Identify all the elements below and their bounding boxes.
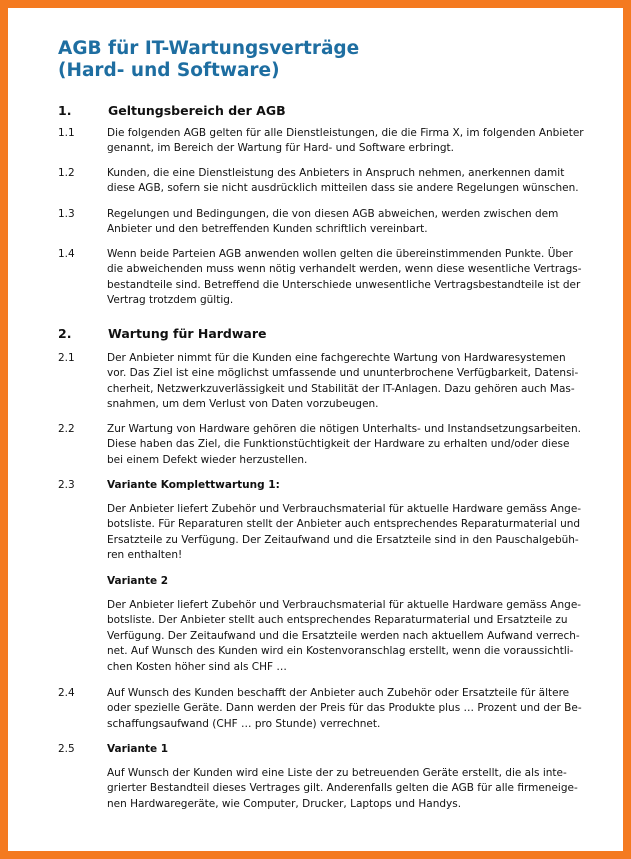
clause-text xyxy=(107,207,598,238)
text-line: Der Anbieter liefert Zubehör und Verbrauchsmaterial für aktuelle Hardware gemäss Ange- xyxy=(107,599,582,611)
text-line: Ersatzteile zu Verfügung. Der Zeitaufwand und die Ersatzteile sind in den Pauschalgebüh- xyxy=(107,533,579,546)
clause-text xyxy=(107,574,598,589)
title-line-1: AGB für IT-Wartungsverträge xyxy=(58,38,360,59)
clause-text xyxy=(107,422,598,468)
text-line: Zur Wartung von Hardware gehören die nötigen Unterhalts- und Instandsetzungsarbeiten. xyxy=(107,423,581,435)
text-line: Auf Wunsch der Kunden wird eine Liste der zu betreuenden Geräte erstellt, die als inte- xyxy=(107,767,567,779)
text-line: Anbieter und den betreffenden Kunden schriftlich vereinbart. xyxy=(107,223,428,236)
clause-number: 2.1 xyxy=(58,352,75,364)
clause-number: 2.2 xyxy=(58,423,75,435)
clause-number: 1.3 xyxy=(58,208,75,220)
text-line: die abweichenden muss wenn nötig verhandelt werden, wenn diese wesentliche Vertrags- xyxy=(107,263,582,276)
text-line: schaffungsaufwand (CHF … pro Stunde) verrechnet. xyxy=(107,717,381,730)
clause-text xyxy=(107,126,598,157)
clause-text xyxy=(107,166,598,197)
variant-heading: Variante Komplettwartung 1: xyxy=(107,479,280,491)
clause-text xyxy=(107,598,598,675)
text-line: Wenn beide Parteien AGB anwenden wollen gelten die übereinstimmenden Punkte. Über xyxy=(107,248,573,260)
text-line: Der Anbieter nimmt für die Kunden eine fachgerechte Wartung von Hardwaresystemen xyxy=(107,352,566,364)
section-number: 1. xyxy=(58,103,72,118)
text-line: Auf Wunsch des Kunden beschafft der Anbieter auch Zubehör oder Ersatzteile für ältere xyxy=(107,687,570,699)
text-line: grierter Bestandteil dieses Vertrages gilt. Anderenfalls gelten die AGB für alle firmeneige- xyxy=(107,782,578,795)
text-line: Der Anbieter liefert Zubehör und Verbrauchsmaterial für aktuelle Hardware gemäss Ange- xyxy=(107,503,582,515)
text-line: bei einem Defekt wieder herzustellen. xyxy=(107,453,308,466)
clause-text xyxy=(107,686,598,732)
document-title xyxy=(58,38,598,82)
text-line: ren enthalten! xyxy=(107,549,183,562)
clause-text xyxy=(107,742,598,757)
title-line-2: (Hard- und Software) xyxy=(58,60,280,81)
section-title: Wartung für Hardware xyxy=(108,326,267,341)
text-line: oder spezielle Geräte. Dann werden der Preis für das Produkte plus … Prozent und der Be- xyxy=(107,702,582,715)
clause-text xyxy=(107,247,598,309)
variant-heading: Variante 1 xyxy=(107,743,169,755)
text-line: Diese haben das Ziel, die Funktionstüchtigkeit der Hardware zu erhalten und/oder diese xyxy=(107,438,570,451)
clause-number: 1.2 xyxy=(58,167,75,179)
document-page xyxy=(8,8,623,851)
text-line: bestandteile sind. Betreffend die Unterschiede unwesentliche Vertragsbestandteile ist der xyxy=(107,278,581,291)
text-line: diese AGB, sofern sie nicht ausdrücklich mitteilen dass sie andere Regelungen wünschen. xyxy=(107,182,579,195)
text-line: cherheit, Netzwerkzuverlässigkeit und Stabilität der IT-Anlagen. Dazu gehören auch Mas- xyxy=(107,382,575,395)
text-line: Kunden, die eine Dienstleistung des Anbieters in Anspruch nehmen, anerkennen damit xyxy=(107,167,565,179)
clause-number: 1.1 xyxy=(58,127,75,139)
clause-text xyxy=(107,502,598,564)
section-title: Geltungsbereich der AGB xyxy=(108,103,286,118)
variant-heading: Variante 2 xyxy=(107,575,169,587)
clause-text xyxy=(107,766,598,812)
clause-text xyxy=(107,478,598,493)
text-line: net. Auf Wunsch des Kunden wird ein Kostenvoranschlag erstellt, wenn die voraussichtli- xyxy=(107,645,574,658)
text-line: vor. Das Ziel ist eine möglichst umfassende und ununterbrochene Verfügbarkeit, Datensi- xyxy=(107,367,579,380)
clause-number: 2.4 xyxy=(58,687,75,699)
clause-number: 2.5 xyxy=(58,743,75,755)
section-number: 2. xyxy=(58,326,72,341)
clause-number: 1.4 xyxy=(58,248,75,260)
text-line: Verfügung. Der Zeitaufwand und die Ersatzteile werden nach aktuellem Aufwand verrech- xyxy=(107,629,580,642)
text-line: Vertrag trotzdem gültig. xyxy=(107,294,234,307)
text-line: chen Kosten höher sind als CHF … xyxy=(107,660,287,673)
text-line: Regelungen und Bedingungen, die von diesen AGB abweichen, werden zwischen dem xyxy=(107,208,559,220)
text-line: botsliste. Der Anbieter stellt auch entsprechendes Reparaturmaterial und Ersatzteile zu xyxy=(107,614,568,627)
text-line: snahmen, um dem Verlust von Daten vorzubeugen. xyxy=(107,398,379,411)
clause-number: 2.3 xyxy=(58,479,75,491)
clause-text xyxy=(107,351,598,413)
text-line: genannt, im Bereich der Wartung für Hard- und Software erbringt. xyxy=(107,142,455,155)
text-line: botsliste. Für Reparaturen stellt der Anbieter auch entsprechendes Reparaturmaterial und xyxy=(107,518,581,531)
text-line: Die folgenden AGB gelten für alle Dienstleistungen, die die Firma X, im folgenden Anbieter xyxy=(107,127,584,139)
text-line: nen Hardwaregeräte, wie Computer, Drucker, Laptops und Handys. xyxy=(107,797,462,810)
